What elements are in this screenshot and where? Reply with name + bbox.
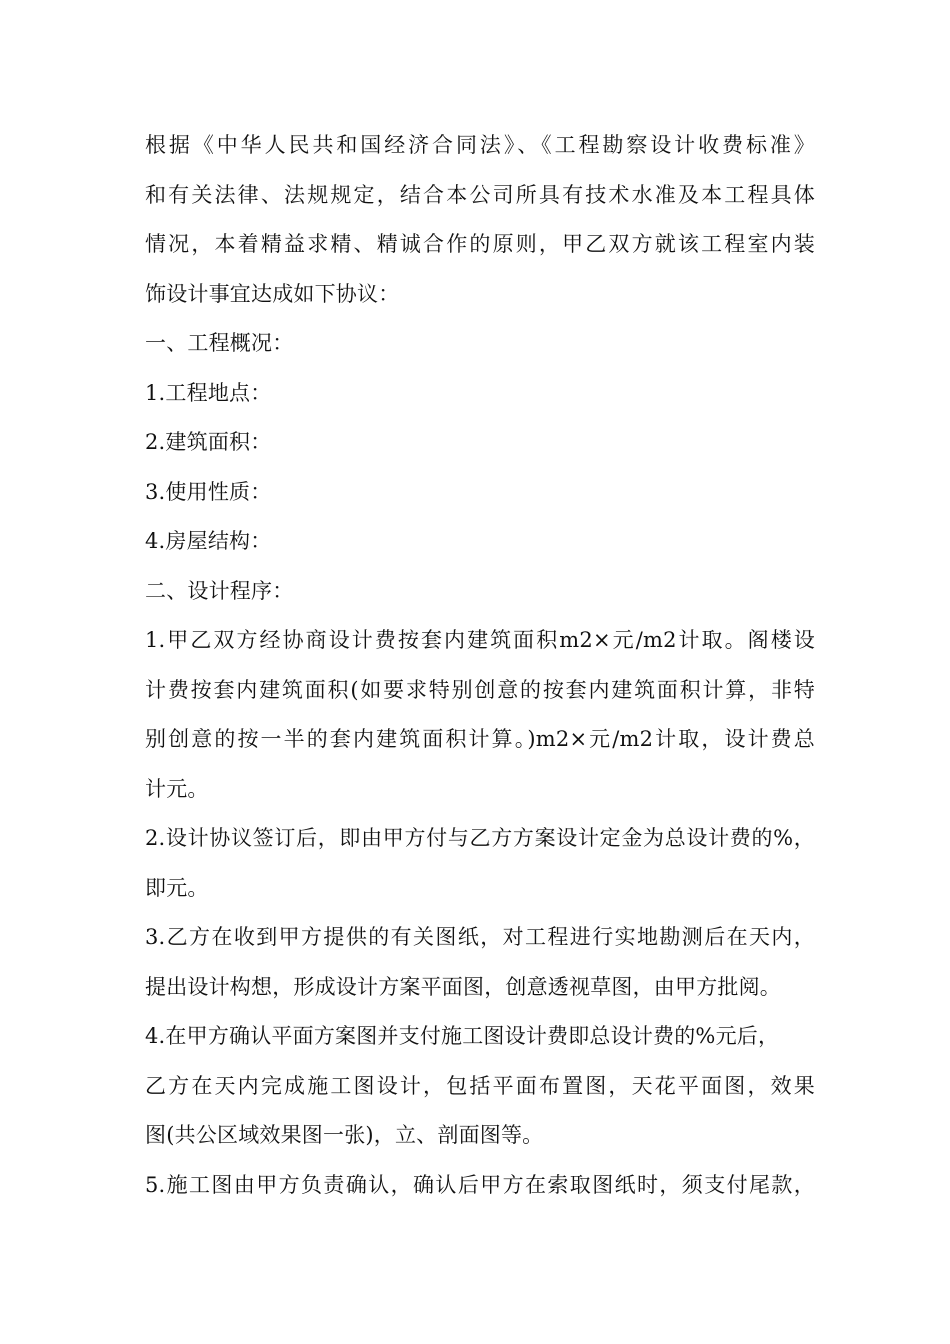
text-line: 1.工程地点：: [145, 380, 272, 405]
text-line: 二、设计程序：: [145, 578, 294, 603]
text-line: 乙方在天内完成施工图设计，包括平面布置图，天花平面图，效果: [145, 1073, 815, 1098]
text-line: 3.使用性质：: [145, 479, 272, 504]
document-body: [145, 127, 815, 1216]
text-line: 提出设计构想，形成设计方案平面图，创意透视草图，由甲方批阅。: [145, 974, 781, 999]
text-line: 根据《中华人民共和国经济合同法》、《工程勘察设计收费标准》: [145, 133, 815, 157]
text-line: 情况，本着精益求精、精诚合作的原则，甲乙双方就该工程室内装: [145, 232, 815, 256]
text-line: 和有关法律、法规规定，结合本公司所具有技术水准及本工程具体: [145, 182, 815, 207]
text-line: 5.施工图由甲方负责确认，确认后甲方在索取图纸时，须支付尾款，: [145, 1172, 815, 1197]
text-line: 4.房屋结构：: [145, 529, 272, 553]
text-line: 即元。: [145, 875, 209, 900]
text-line: 2.建筑面积：: [145, 430, 272, 454]
text-line: 计元。: [145, 776, 209, 801]
text-line: 2.设计协议签订后，即由甲方付与乙方方案设计定金为总设计费的%，: [145, 826, 815, 850]
text-line: 饰设计事宜达成如下协议：: [145, 281, 400, 306]
text-line: 一、工程概况：: [145, 331, 294, 355]
text-line: 别创意的按一半的套内建筑面积计算。)m2×元/m2计取，设计费总: [145, 727, 815, 751]
text-line: 计费按套内建筑面积(如要求特别创意的按套内建筑面积计算，非特: [145, 677, 815, 702]
text-line: 图(共公区域效果图一张)，立、剖面图等。: [145, 1123, 544, 1147]
text-line: 3.乙方在收到甲方提供的有关图纸，对工程进行实地勘测后在天内，: [145, 925, 815, 949]
text-line: 1.甲乙双方经协商设计费按套内建筑面积m2×元/m2计取。阁楼设: [145, 628, 815, 652]
text-line: 4.在甲方确认平面方案图并支付施工图设计费即总设计费的%元后，: [145, 1024, 780, 1048]
